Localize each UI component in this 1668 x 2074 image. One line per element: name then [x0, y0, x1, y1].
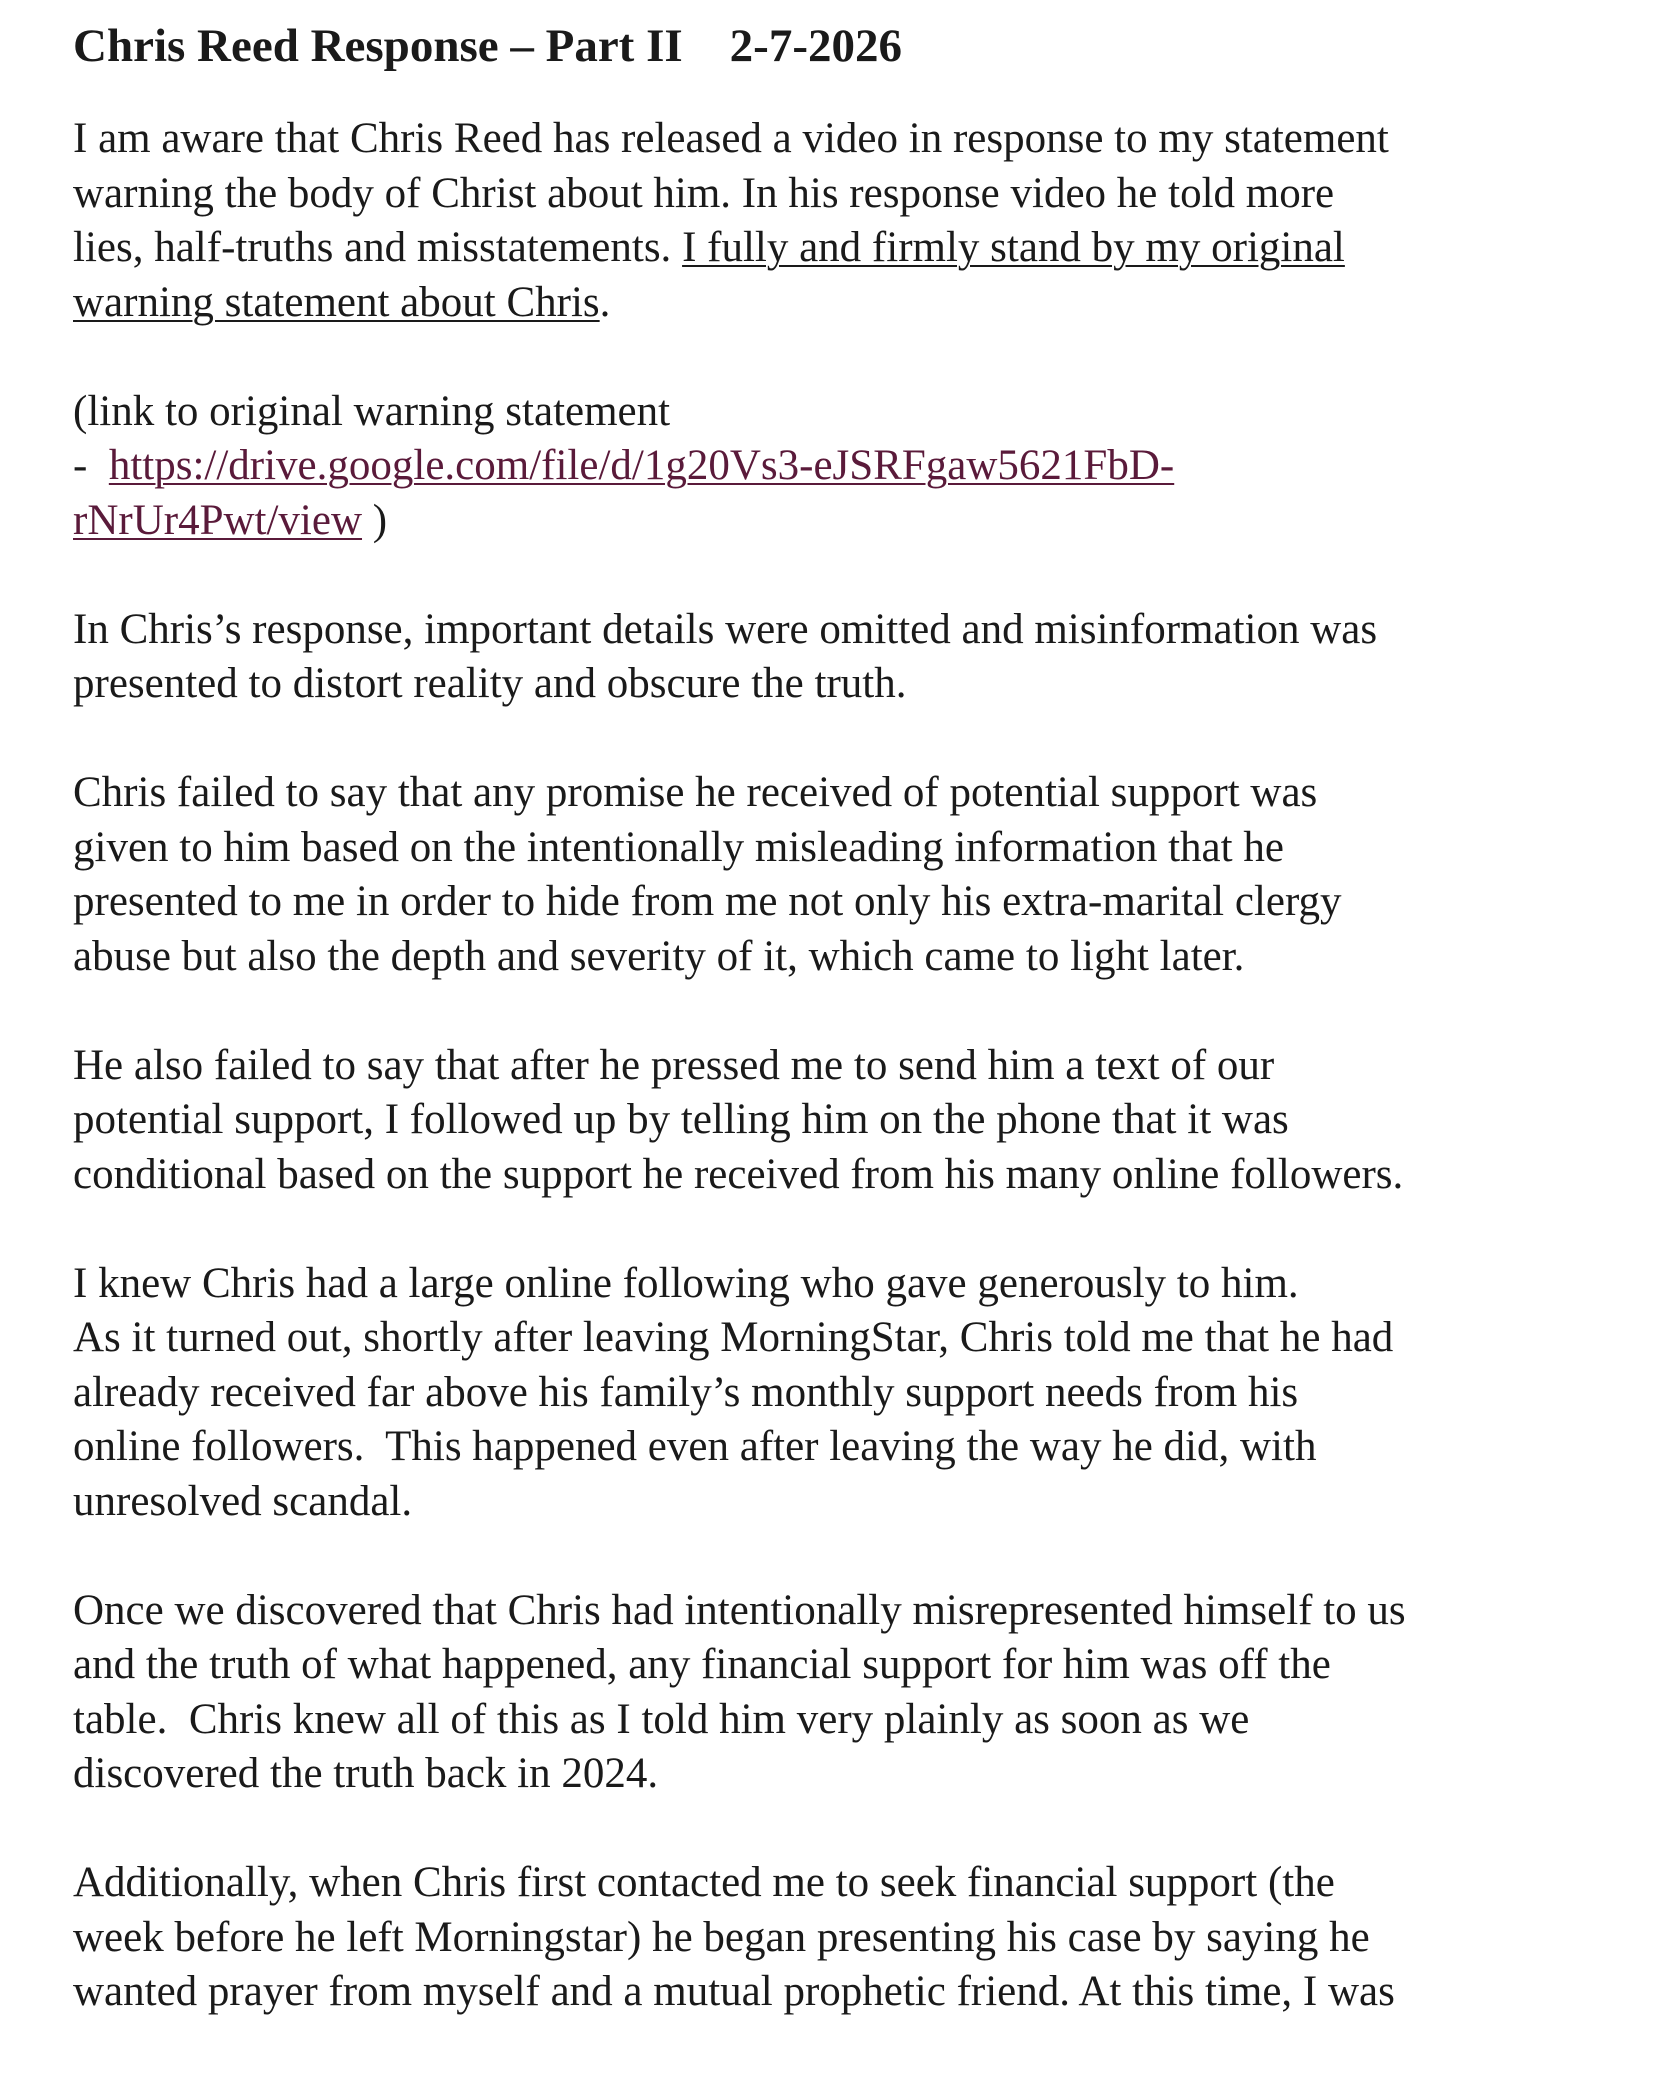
- text-line: In Chris’s response, important details were omitted and misinformation was: [73, 605, 1378, 653]
- text-line: unresolved scandal.: [73, 1477, 413, 1525]
- text-line: conditional based on the support he received from his many online followers.: [73, 1150, 1404, 1198]
- text-line: already received far above his family’s monthly support needs from his: [73, 1368, 1299, 1416]
- underlined-statement: warning statement about Chris: [73, 278, 600, 326]
- document-page: [73, 18, 1633, 2074]
- text-segment: .: [599, 278, 611, 326]
- text-line: wanted prayer from myself and a mutual prophetic friend. At this time, I was: [73, 1968, 1395, 2015]
- text-line: Once we discovered that Chris had intentionally misrepresented himself to us: [73, 1586, 1406, 1634]
- text-line: Chris failed to say that any promise he received of potential support was: [73, 769, 1318, 816]
- text-line: As it turned out, shortly after leaving MorningStar, Chris told me that he had: [73, 1314, 1394, 1361]
- paragraph-omitted-details: [73, 603, 1633, 712]
- text-line: potential support, I followed up by telling him on the phone that it was: [73, 1096, 1289, 1143]
- text-line: warning the body of Christ about him. In his response video he told more: [73, 169, 1335, 217]
- paragraph-additionally: [73, 1856, 1633, 2020]
- text-line: [73, 221, 1633, 276]
- text-segment: -: [73, 442, 109, 489]
- paragraph-discovery: [73, 1584, 1633, 1802]
- warning-statement-link-continued[interactable]: rNrUr4Pwt/view: [73, 496, 363, 544]
- text-line: abuse but also the depth and severity of it, which came to light later.: [73, 932, 1245, 980]
- document-title: Chris Reed Response – Part II 2-7-2026: [73, 20, 902, 72]
- text-line: I am aware that Chris Reed has released a video in response to my statement: [73, 115, 1389, 162]
- text-line: table. Chris knew all of this as I told him very plainly as soon as we: [73, 1695, 1250, 1743]
- text-line: Additionally, when Chris first contacted me to seek financial support (the: [73, 1859, 1335, 1906]
- paragraph-intro: [73, 112, 1633, 330]
- text-line: online followers. This happened even after leaving the way he did, with: [73, 1423, 1317, 1470]
- paragraph-link: [73, 385, 1633, 549]
- text-line: presented to me in order to hide from me not only his extra-marital clergy: [73, 878, 1342, 925]
- paragraph-conditional: [73, 1039, 1633, 1203]
- text-segment: lies, half-truths and misstatements.: [73, 224, 683, 271]
- warning-statement-link[interactable]: https://drive.google.com/file/d/1g20Vs3-eJSRFgaw5621FbD-: [108, 442, 1175, 489]
- paragraph-online-following: [73, 1257, 1633, 1530]
- text-line: and the truth of what happened, any financial support for him was off the: [73, 1641, 1331, 1688]
- text-line: He also failed to say that after he pressed me to send him a text of our: [73, 1041, 1275, 1089]
- text-line: [73, 494, 1633, 549]
- text-line: presented to distort reality and obscure the truth.: [73, 660, 907, 707]
- text-line: (link to original warning statement: [73, 387, 671, 435]
- text-line: [73, 439, 1633, 494]
- text-line: week before he left Morningstar) he began presenting his case by saying he: [73, 1913, 1370, 1961]
- text-line: discovered the truth back in 2024.: [73, 1750, 659, 1797]
- text-line: given to him based on the intentionally misleading information that he: [73, 823, 1284, 871]
- underlined-statement: I fully and firmly stand by my original: [682, 224, 1345, 271]
- text-line: [73, 276, 1633, 331]
- text-segment: ): [362, 496, 388, 544]
- text-line: I knew Chris had a large online following who gave generously to him.: [73, 1259, 1299, 1307]
- paragraph-promise: [73, 766, 1633, 984]
